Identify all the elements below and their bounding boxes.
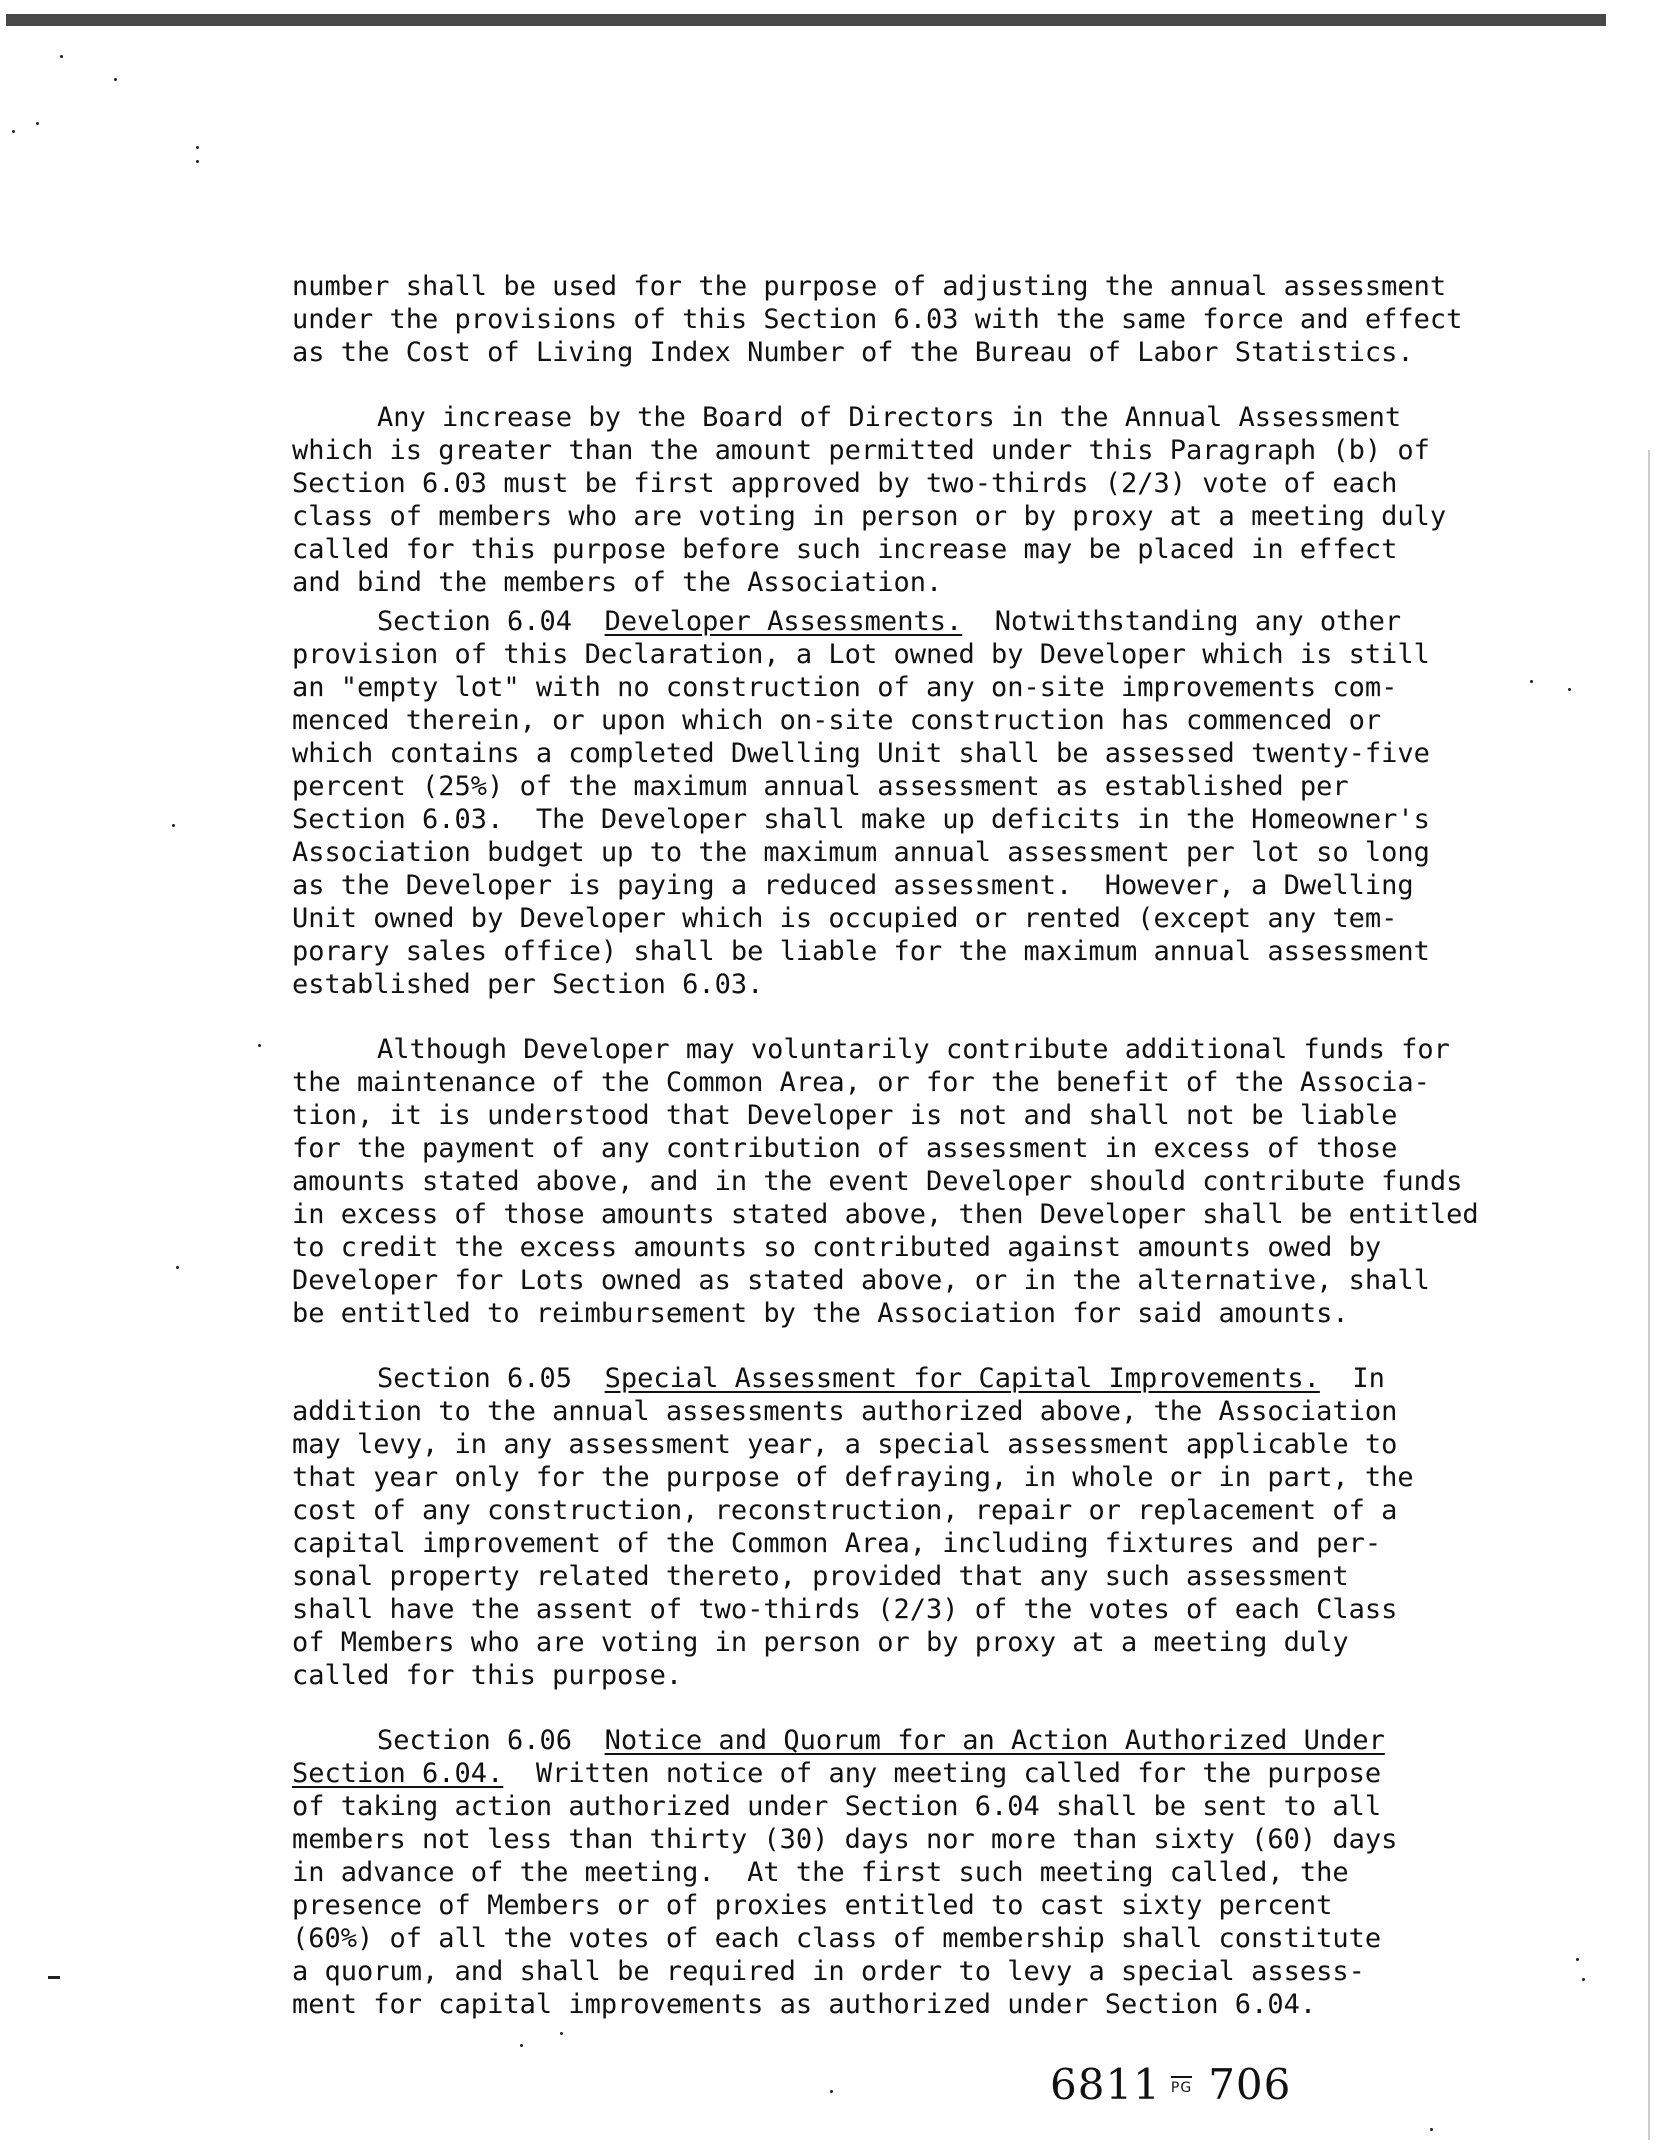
text-line: porary sales office) shall be liable for the maximum annual assessment bbox=[292, 936, 1430, 967]
text-line: Section 6.03. The Developer shall make up deficits in the Homeowner's bbox=[292, 804, 1430, 835]
section-6-06 bbox=[292, 1724, 1522, 2021]
scan-speck bbox=[36, 122, 39, 125]
text-line: under the provisions of this Section 6.03 with the same force and effect bbox=[292, 304, 1463, 335]
section-number: Section 6.05 bbox=[377, 1363, 573, 1394]
text-line: which contains a completed Dwelling Unit shall be assessed twenty-five bbox=[292, 738, 1430, 769]
book-number: 6811 bbox=[1050, 2060, 1161, 2109]
text-line: members not less than thirty (30) days nor more than sixty (60) days bbox=[292, 1824, 1398, 1855]
scan-speck bbox=[196, 160, 199, 163]
text-line: Unit owned by Developer which is occupied or rented (except any tem- bbox=[292, 903, 1398, 934]
text-line: and bind the members of the Association. bbox=[292, 567, 943, 598]
section-title: Developer Assessments. bbox=[604, 606, 963, 637]
text-line: sonal property related thereto, provided that any such assessment bbox=[292, 1561, 1349, 1592]
text-line: Association budget up to the maximum annual assessment per lot so long bbox=[292, 837, 1430, 868]
section-number: Section 6.06 bbox=[377, 1725, 573, 1756]
text-line: cost of any construction, reconstruction, repair or replacement of a bbox=[292, 1495, 1398, 1526]
text-line: of Members who are voting in person or by proxy at a meeting duly bbox=[292, 1627, 1349, 1658]
section-title: Section 6.04. bbox=[292, 1758, 504, 1789]
scan-speck bbox=[176, 1266, 179, 1269]
text-line: ment for capital improvements as authorized under Section 6.04. bbox=[292, 1989, 1317, 2020]
text-line: in excess of those amounts stated above, then Developer shall be entitled bbox=[292, 1199, 1479, 1230]
scan-speck bbox=[258, 1044, 261, 1047]
scan-speck bbox=[60, 55, 63, 58]
text-line: be entitled to reimbursement by the Association for said amounts. bbox=[292, 1298, 1349, 1329]
text-line: addition to the annual assessments authorized above, the Association bbox=[292, 1396, 1398, 1427]
scan-speck bbox=[520, 2044, 523, 2047]
scan-speck bbox=[560, 2032, 563, 2035]
section-6-04 bbox=[292, 605, 1522, 1001]
text-line: amounts stated above, and in the event Developer should contribute funds bbox=[292, 1166, 1463, 1197]
scan-speck bbox=[1530, 680, 1533, 683]
text-line: of taking action authorized under Section 6.04 shall be sent to all bbox=[292, 1791, 1382, 1822]
text-line: percent (25%) of the maximum annual assessment as established per bbox=[292, 771, 1349, 802]
text-line: tion, it is understood that Developer is not and shall not be liable bbox=[292, 1100, 1398, 1131]
text-line: to credit the excess amounts so contributed against amounts owed by bbox=[292, 1232, 1382, 1263]
scan-speck bbox=[196, 146, 199, 149]
text-line: Any increase by the Board of Directors in the Annual Assessment bbox=[377, 402, 1402, 433]
text-line: the maintenance of the Common Area, or for the benefit of the Associa- bbox=[292, 1067, 1430, 1098]
text-fragment: In bbox=[1352, 1363, 1385, 1394]
paragraph-continuation bbox=[292, 270, 1522, 369]
text-line: as the Cost of Living Index Number of the Bureau of Labor Statistics. bbox=[292, 337, 1414, 368]
section-6-05 bbox=[292, 1362, 1522, 1692]
scan-speck bbox=[830, 2090, 833, 2093]
text-fragment: Written notice of any meeting called for the purpose bbox=[535, 1758, 1382, 1789]
text-line: a quorum, and shall be required in order to levy a special assess- bbox=[292, 1956, 1365, 1987]
page-number: 706 bbox=[1208, 2060, 1292, 2109]
text-line: menced therein, or upon which on-site construction has commenced or bbox=[292, 705, 1382, 736]
text-line: that year only for the purpose of defraying, in whole or in part, the bbox=[292, 1462, 1414, 1493]
scan-speck bbox=[12, 130, 15, 133]
text-line: shall have the assent of two-thirds (2/3) of the votes of each Class bbox=[292, 1594, 1398, 1625]
text-fragment: Notwithstanding any other bbox=[994, 606, 1402, 637]
scan-speck bbox=[1568, 688, 1571, 691]
text-line: presence of Members or of proxies entitled to cast sixty percent bbox=[292, 1890, 1333, 1921]
text-line: may levy, in any assessment year, a special assessment applicable to bbox=[292, 1429, 1398, 1460]
section-title: Special Assessment for Capital Improvements. bbox=[604, 1363, 1320, 1394]
book-page-stamp bbox=[1050, 2060, 1291, 2109]
scan-speck bbox=[114, 78, 117, 81]
paragraph-board-increase bbox=[292, 401, 1522, 599]
paragraph-voluntary-contribution bbox=[292, 1033, 1522, 1330]
section-title: Notice and Quorum for an Action Authorized Under bbox=[604, 1725, 1385, 1756]
scan-speck bbox=[1582, 1978, 1585, 1981]
text-line: for the payment of any contribution of assessment in excess of those bbox=[292, 1133, 1398, 1164]
text-line: established per Section 6.03. bbox=[292, 969, 764, 1000]
text-line: an "empty lot" with no construction of any on-site improvements com- bbox=[292, 672, 1398, 703]
scan-speck bbox=[172, 824, 175, 827]
page-label: PG bbox=[1171, 2076, 1192, 2096]
section-number: Section 6.04 bbox=[377, 606, 573, 637]
text-line: (60%) of all the votes of each class of membership shall constitute bbox=[292, 1923, 1382, 1954]
text-line: called for this purpose before such increase may be placed in effect bbox=[292, 534, 1398, 565]
text-line: capital improvement of the Common Area, including fixtures and per- bbox=[292, 1528, 1382, 1559]
section-heading-line bbox=[292, 1724, 1522, 1757]
text-line: called for this purpose. bbox=[292, 1660, 683, 1691]
scan-speck bbox=[1430, 2128, 1433, 2131]
text-line: which is greater than the amount permitted under this Paragraph (b) of bbox=[292, 435, 1430, 466]
text-line: number shall be used for the purpose of adjusting the annual assessment bbox=[292, 271, 1447, 302]
section-heading-line bbox=[292, 1757, 1522, 1790]
section-heading-line bbox=[292, 605, 1522, 638]
scan-speck bbox=[48, 1976, 60, 1979]
text-line: as the Developer is paying a reduced assessment. However, a Dwelling bbox=[292, 870, 1414, 901]
text-line: Section 6.03 must be first approved by two-thirds (2/3) vote of each bbox=[292, 468, 1398, 499]
text-line: class of members who are voting in person or by proxy at a meeting duly bbox=[292, 501, 1447, 532]
text-line: Developer for Lots owned as stated above, or in the alternative, shall bbox=[292, 1265, 1430, 1296]
scan-edge bbox=[1648, 450, 1650, 2140]
text-line: in advance of the meeting. At the first such meeting called, the bbox=[292, 1857, 1349, 1888]
text-line: Although Developer may voluntarily contribute additional funds for bbox=[377, 1034, 1450, 1065]
section-heading-line bbox=[292, 1362, 1522, 1395]
document-body bbox=[292, 270, 1522, 2021]
text-line: provision of this Declaration, a Lot owned by Developer which is still bbox=[292, 639, 1430, 670]
scan-speck bbox=[1576, 1958, 1579, 1961]
scan-border bbox=[6, 14, 1606, 26]
